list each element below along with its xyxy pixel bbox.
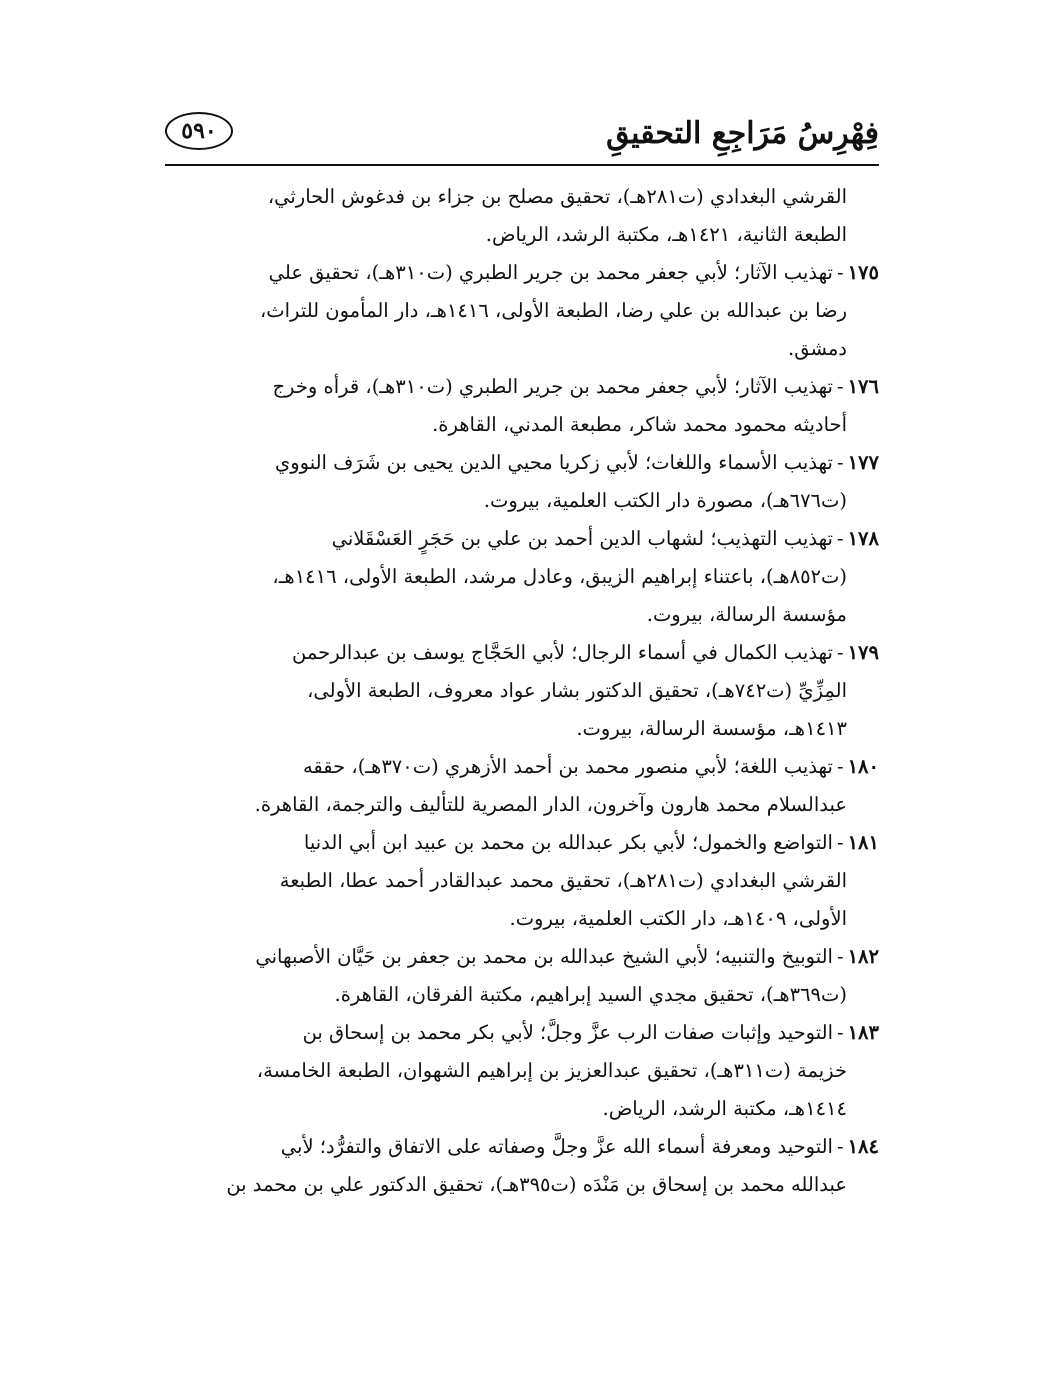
reference-text: التوبيخ والتنبيه؛ لأبي الشيخ عبدالله بن محمد بن جعفر بن حَيَّان الأصبهاني — [255, 945, 833, 968]
reference-line — [165, 748, 879, 786]
reference-line — [165, 520, 879, 558]
reference-dash: - — [836, 261, 844, 284]
reference-number: ١٨٢ — [847, 945, 879, 968]
reference-line — [165, 976, 879, 1014]
reference-line — [165, 1128, 879, 1166]
reference-number: ١٧٨ — [847, 527, 879, 550]
reference-line — [165, 1014, 879, 1052]
reference-text: تهذيب الأسماء واللغات؛ لأبي زكريا محيي الدين يحيى بن شَرَف النووي — [274, 451, 833, 474]
reference-entry — [165, 824, 879, 938]
reference-entry — [165, 938, 879, 1014]
reference-text: تهذيب الكمال في أسماء الرجال؛ لأبي الحَجَّاج يوسف بن عبدالرحمن — [292, 641, 833, 664]
reference-dash: - — [836, 945, 844, 968]
reference-line — [165, 330, 879, 368]
reference-text: (ت٨٥٢هـ)، باعتناء إبراهيم الزيبق، وعادل مرشد، الطبعة الأولى، ١٤١٦هـ، — [272, 565, 847, 588]
reference-dash: - — [836, 451, 844, 474]
reference-line — [165, 1052, 879, 1090]
reference-entry — [165, 520, 879, 634]
reference-text: رضا بن عبدالله بن علي رضا، الطبعة الأولى، ١٤١٦هـ، دار المأمون للتراث، — [259, 299, 847, 322]
reference-dash: - — [836, 375, 844, 398]
reference-number: ١٧٥ — [847, 261, 879, 284]
reference-number: ١٨١ — [847, 831, 879, 854]
reference-dash: - — [836, 527, 844, 550]
reference-number: ١٨٤ — [847, 1135, 879, 1158]
reference-text: خزيمة (ت٣١١هـ)، تحقيق عبدالعزيز بن إبراهيم الشهوان، الطبعة الخامسة، — [256, 1059, 847, 1082]
reference-entry — [165, 368, 879, 444]
page-title: فِهْرِسُ مَرَاجِعِ التحقيقِ — [606, 116, 879, 151]
page-number-badge: ٥٩٠ — [165, 112, 233, 150]
reference-text: (ت٦٧٦هـ)، مصورة دار الكتب العلمية، بيروت. — [483, 489, 847, 512]
reference-number: ١٧٩ — [847, 641, 879, 664]
reference-entry — [165, 444, 879, 520]
reference-line — [165, 596, 879, 634]
reference-line — [165, 862, 879, 900]
reference-text: التوحيد ومعرفة أسماء الله عزَّ وجلَّ وصفاته على الاتفاق والتفرُّد؛ لأبي — [280, 1135, 833, 1158]
reference-text: المِزِّيِّ (ت٧٤٢هـ)، تحقيق الدكتور بشار عواد معروف، الطبعة الأولى، — [307, 679, 847, 702]
reference-dash: - — [836, 831, 844, 854]
reference-number: ١٧٧ — [847, 451, 879, 474]
references-list — [165, 178, 879, 1204]
reference-entry — [165, 254, 879, 368]
reference-text: (ت٣٦٩هـ)، تحقيق مجدي السيد إبراهيم، مكتبة الفرقان، القاهرة. — [334, 983, 847, 1006]
reference-line — [165, 786, 879, 824]
page-header — [165, 108, 879, 166]
reference-text: عبدالله محمد بن إسحاق بن مَنْدَه (ت٣٩٥هـ)، تحقيق الدكتور علي بن محمد بن — [226, 1173, 847, 1196]
reference-line — [165, 406, 879, 444]
reference-line — [165, 1090, 879, 1128]
reference-text: أحاديثه محمود محمد شاكر، مطبعة المدني، القاهرة. — [432, 413, 847, 436]
reference-text: القرشي البغدادي (ت٢٨١هـ)، تحقيق مصلح بن جزاء بن فدغوش الحارثي، — [267, 185, 847, 208]
reference-text: ١٤١٣هـ، مؤسسة الرسالة، بيروت. — [576, 717, 847, 740]
reference-dash: - — [836, 1021, 844, 1044]
reference-number: ١٨٠ — [847, 755, 879, 778]
reference-entry — [165, 178, 879, 254]
reference-line — [165, 710, 879, 748]
reference-text: عبدالسلام محمد هارون وآخرون، الدار المصرية للتأليف والترجمة، القاهرة. — [254, 793, 847, 816]
reference-line — [165, 938, 879, 976]
reference-dash: - — [836, 641, 844, 664]
reference-entry — [165, 634, 879, 748]
reference-line — [165, 900, 879, 938]
reference-text: التوحيد وإثبات صفات الرب عزَّ وجلَّ؛ لأبي بكر محمد بن إسحاق بن — [302, 1021, 833, 1044]
reference-line — [165, 444, 879, 482]
reference-text: تهذيب اللغة؛ لأبي منصور محمد بن أحمد الأزهري (ت٣٧٠هـ)، حققه — [302, 755, 833, 778]
reference-number: ١٨٣ — [847, 1021, 879, 1044]
reference-line — [165, 1166, 879, 1204]
reference-line — [165, 634, 879, 672]
reference-line — [165, 292, 879, 330]
reference-line — [165, 558, 879, 596]
reference-dash: - — [836, 1135, 844, 1158]
reference-entry — [165, 1128, 879, 1204]
reference-line — [165, 672, 879, 710]
reference-entry — [165, 748, 879, 824]
reference-line — [165, 216, 847, 254]
reference-line — [165, 254, 879, 292]
reference-text: القرشي البغدادي (ت٢٨١هـ)، تحقيق محمد عبدالقادر أحمد عطا، الطبعة — [279, 869, 847, 892]
reference-text: الأولى، ١٤٠٩هـ، دار الكتب العلمية، بيروت. — [509, 907, 847, 930]
reference-line — [165, 482, 879, 520]
reference-number: ١٧٦ — [847, 375, 879, 398]
reference-text: التواضع والخمول؛ لأبي بكر عبدالله بن محمد بن عبيد ابن أبي الدنيا — [303, 831, 833, 854]
reference-line — [165, 368, 879, 406]
reference-text: ١٤١٤هـ، مكتبة الرشد، الرياض. — [602, 1097, 847, 1120]
reference-text: مؤسسة الرسالة، بيروت. — [646, 603, 847, 626]
reference-text: الطبعة الثانية، ١٤٢١هـ، مكتبة الرشد، الرياض. — [485, 223, 847, 246]
reference-text: دمشق. — [788, 337, 847, 360]
reference-text: تهذيب التهذيب؛ لشهاب الدين أحمد بن علي بن حَجَرٍ العَسْقَلاني — [331, 527, 833, 550]
reference-text: تهذيب الآثار؛ لأبي جعفر محمد بن جرير الطبري (ت٣١٠هـ)، تحقيق علي — [268, 261, 833, 284]
reference-line — [165, 178, 847, 216]
reference-dash: - — [836, 755, 844, 778]
reference-line — [165, 824, 879, 862]
reference-text: تهذيب الآثار؛ لأبي جعفر محمد بن جرير الطبري (ت٣١٠هـ)، قرأه وخرج — [272, 375, 833, 398]
header-divider — [165, 164, 879, 166]
reference-entry — [165, 1014, 879, 1128]
